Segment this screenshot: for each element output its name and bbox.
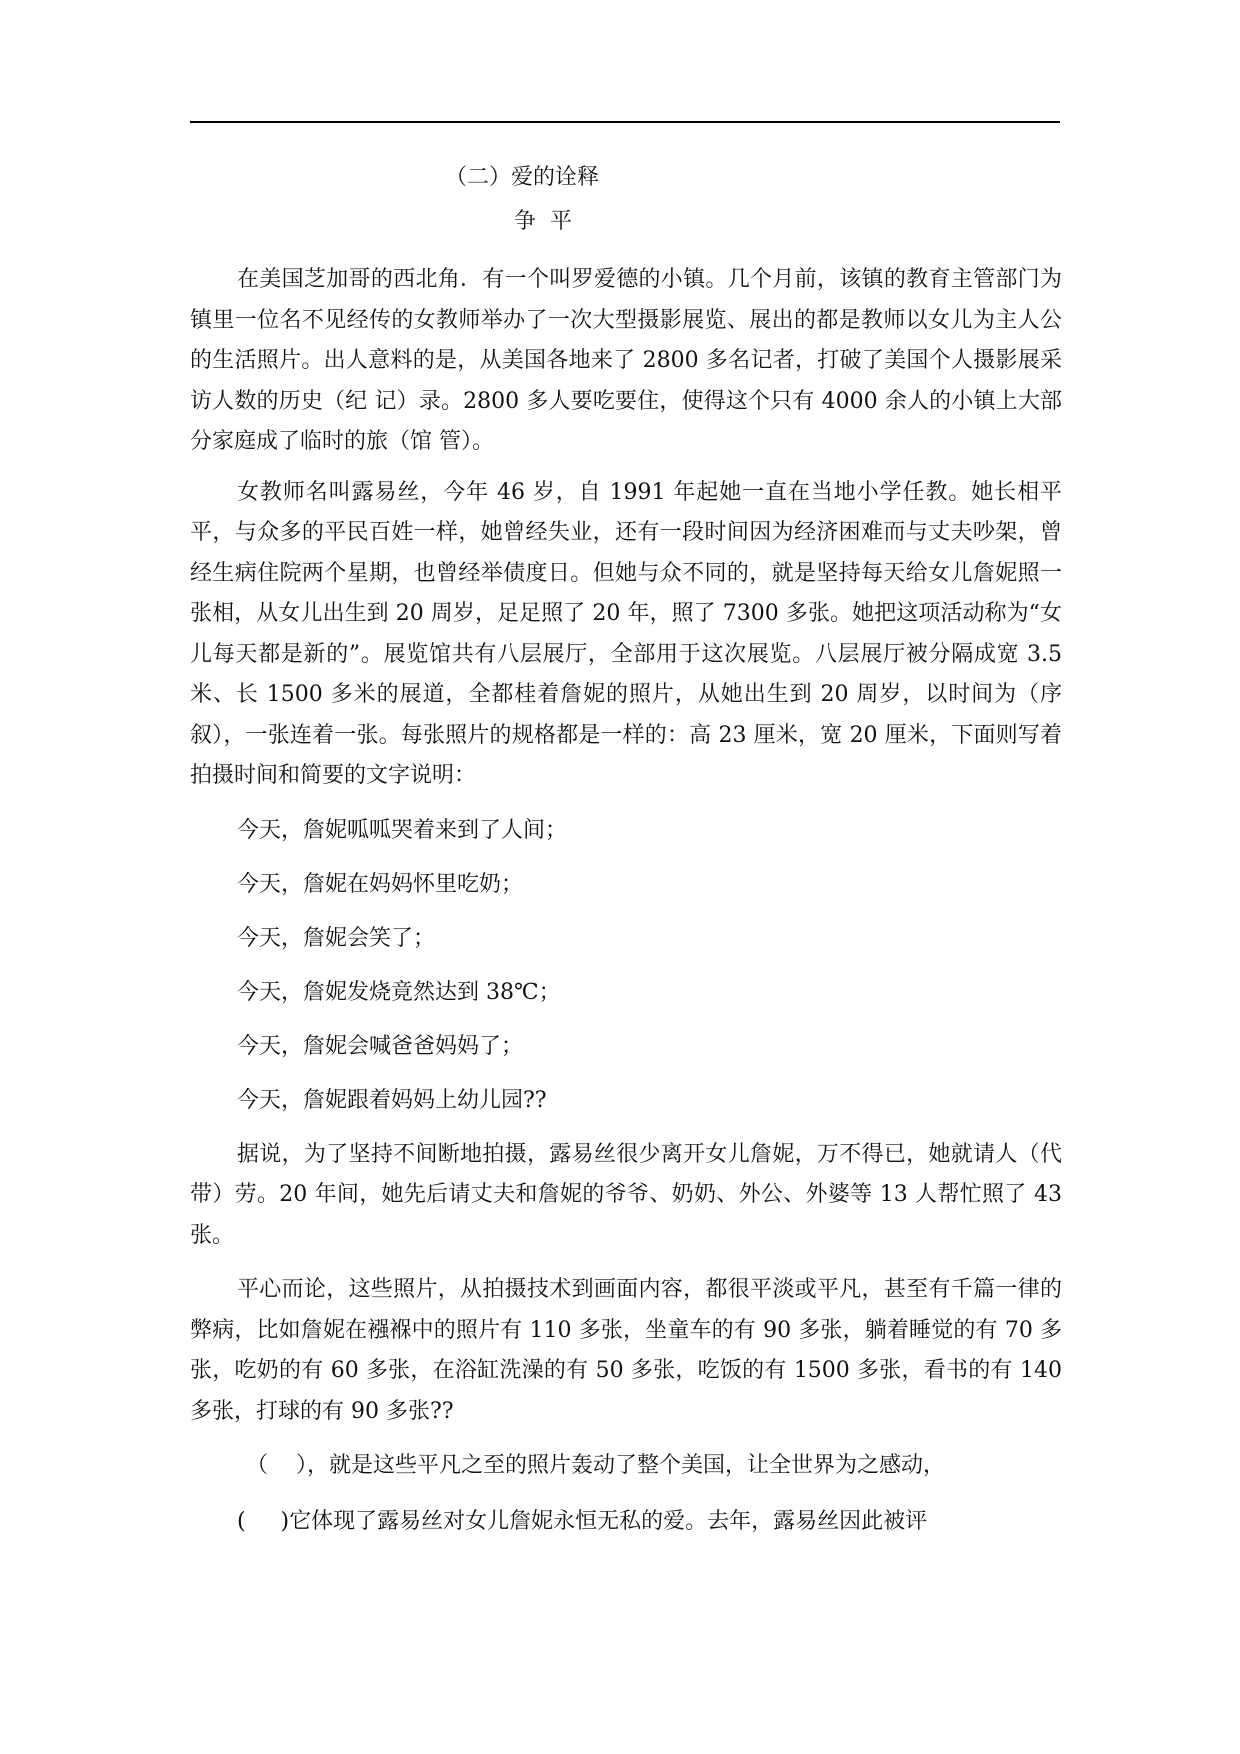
article-author: 争平	[514, 209, 587, 234]
header-rule	[190, 121, 1060, 123]
document-body	[190, 158, 1062, 1542]
caption-line: 今天，詹妮发烧竟然达到 38℃；	[237, 979, 561, 1005]
caption-line: 今天，詹妮跟着妈妈上幼儿园??	[237, 1087, 547, 1113]
fill-in-blank-line: （ ），就是这些平凡之至的照片轰动了整个美国，让全世界为之感动，	[246, 1453, 945, 1478]
paragraph: 女教师名叫露易丝，今年 46 岁，自 1991 年起她一直在当地小学任教。她长相平平，与众多的平民百姓一样，她曾经失业，还有一段时间因为经济困难而与丈夫吵架，曾经生病住院两个星期，也曾经举债度日。但她与众不同的，就是坚持每天给女儿詹妮照一张相，从女儿出生到 20 周岁，足足照了 20 年，照了 7300 多张。她把这项活动称为“女儿每天都是新的”。展览馆共有八层展厅，全部用于这次展览。八层展厅被分隔成宽 3.5 米、长 1500 多米的展道，全都桂着詹妮的照片，从她出生到 20 周岁，以时间为（序 叙），一张连着一张。每张照片的规格都是一样的：高 23 厘米，宽 20 厘米，下面则写着拍摄时间和简要的文字说明：	[190, 479, 1062, 788]
paragraph: 据说，为了坚持不间断地拍摄，露易丝很少离开女儿詹妮，万不得已，她就请人（代 带）劳。20 年间，她先后请丈夫和詹妮的爷爷、奶奶、外公、外婆等 13 人帮忙照了 43 张。	[190, 1141, 1062, 1248]
caption-line: 今天，詹妮呱呱哭着来到了人间；	[237, 817, 568, 843]
caption-line: 今天，詹妮会笑了；	[237, 925, 436, 951]
article-title: （二）爱的诠释	[445, 165, 600, 190]
caption-line: 今天，詹妮在妈妈怀里吃奶；	[237, 871, 524, 897]
fill-in-blank-line: ( )它体现了露易丝对女儿詹妮永恒无私的爱。去年，露易丝因此被评	[237, 1509, 928, 1534]
caption-line: 今天，詹妮会喊爸爸妈妈了；	[237, 1033, 524, 1059]
paragraph: 平心而论，这些照片，从拍摄技术到画面内容，都很平淡或平凡，甚至有千篇一律的弊病，比如詹妮在襁褓中的照片有 110 多张，坐童车的有 90 多张，躺着睡觉的有 70 多张，吃奶的有 60 多张，在浴缸洗澡的有 50 多张，吃饭的有 1500 多张，看书的有 140 多张，打球的有 90 多张??	[190, 1277, 1062, 1424]
paragraph: 在美国芝加哥的西北角．有一个叫罗爱德的小镇。几个月前，该镇的教育主管部门为镇里一位名不见经传的女教师举办了一次大型摄影展览、展出的都是教师以女儿为主人公的生活照片。出人意料的是，从美国各地来了 2800 多名记者，打破了美国个人摄影展采访人数的历史（纪 记）录。2800 多人要吃要住，使得这个只有 4000 余人的小镇上大部分家庭成了临时的旅（馆 管）。	[190, 267, 1062, 454]
